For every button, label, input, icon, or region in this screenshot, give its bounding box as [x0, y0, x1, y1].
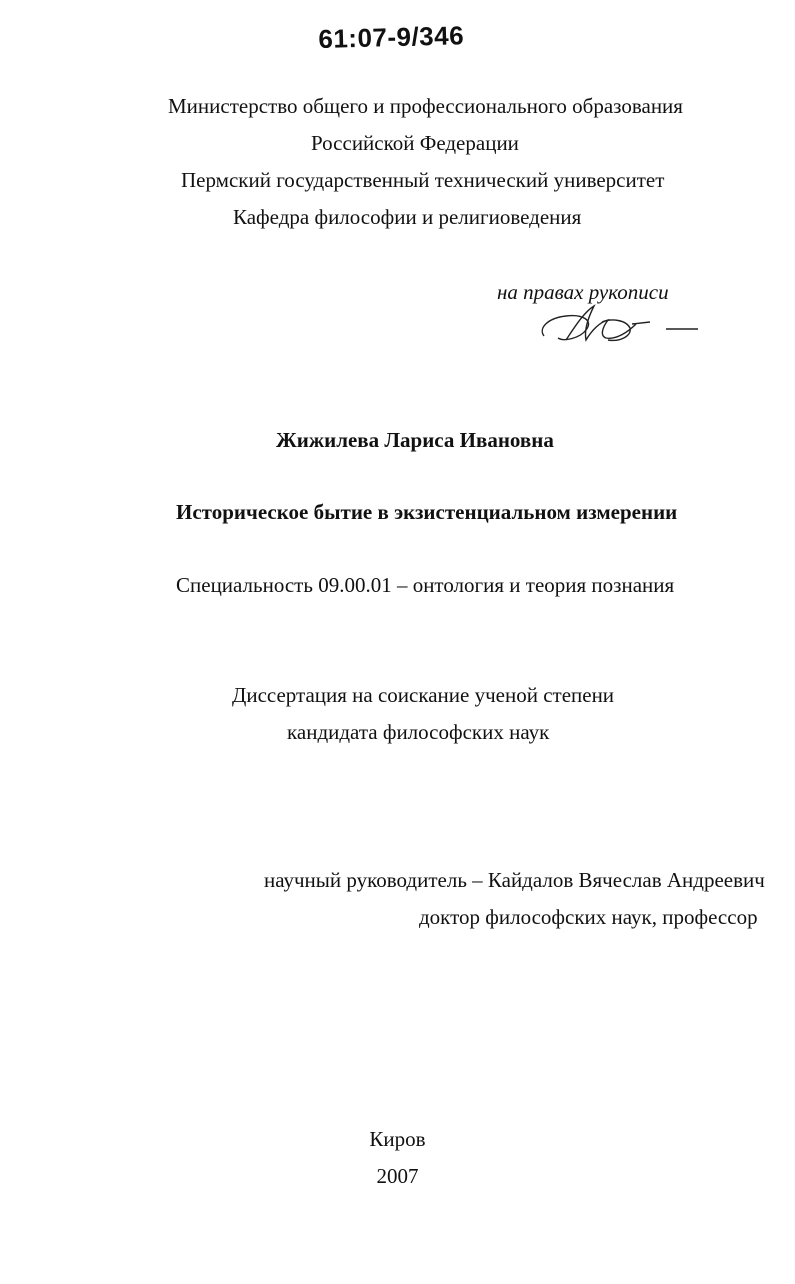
city-line: Киров	[369, 1127, 426, 1151]
university-line: Пермский государственный технический университет	[181, 168, 665, 192]
degree-line-2: кандидата философских наук	[287, 720, 550, 744]
degree-line-1: Диссертация на соискание ученой степени	[232, 683, 615, 707]
department-line: Кафедра философии и религиоведения	[233, 205, 582, 229]
ministry-line: Министерство общего и профессионального образования	[168, 94, 683, 118]
signature-icon	[536, 300, 701, 350]
dissertation-title: Историческое бытие в экзистенциальном измерении	[176, 500, 678, 524]
specialty-line: Специальность 09.00.01 – онтология и теория познания	[176, 573, 675, 597]
archive-code-stamp: 61:07-9/346	[318, 20, 465, 54]
supervisor-line-2: доктор философских наук, профессор	[419, 905, 758, 929]
country-line: Российской Федерации	[311, 131, 519, 155]
year-line: 2007	[376, 1164, 419, 1188]
manuscript-note: на правах рукописи	[497, 280, 669, 304]
author-name: Жижилева Лариса Ивановна	[276, 428, 554, 452]
supervisor-line-1: научный руководитель – Кайдалов Вячеслав Андреевич	[264, 868, 765, 892]
